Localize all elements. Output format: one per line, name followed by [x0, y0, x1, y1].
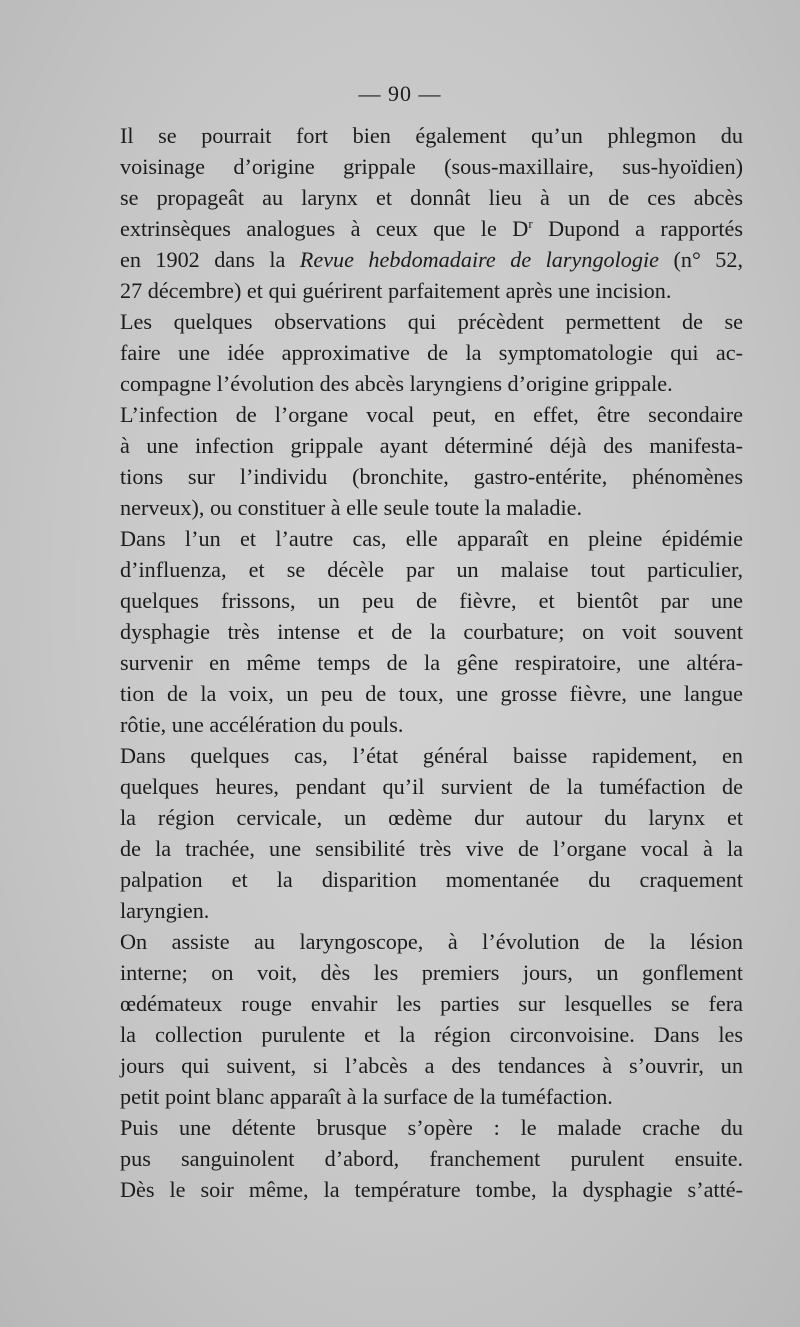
text-line: Dès le soir même, la température tombe, la dysphagie s’atté- — [120, 1177, 743, 1202]
text-line: Dans quelques cas, l’état général baisse rapidement, en — [120, 743, 743, 768]
text-line: œdémateux rouge envahir les parties sur lesquelles se fera — [120, 991, 743, 1016]
paragraph-4 — [93, 523, 743, 740]
text-line: L’infection de l’organe vocal peut, en effet, être secondaire — [120, 402, 743, 427]
text-line: dysphagie très intense et de la courbature; on voit souvent — [120, 619, 743, 644]
text-line: quelques heures, pendant qu’il survient de la tuméfaction de — [120, 774, 743, 799]
body-text — [93, 120, 743, 1205]
paragraph-1 — [93, 120, 743, 306]
text-line: Il se pourrait fort bien également qu’un phlegmon du — [120, 123, 743, 148]
text-line: survenir en même temps de la gêne respiratoire, une altéra- — [120, 650, 743, 675]
text-line — [93, 213, 743, 244]
page-number: — 90 — — [358, 81, 442, 106]
text-line: compagne l’évolution des abcès laryngiens d’origine grippale. — [120, 371, 673, 396]
text-line: laryngien. — [120, 898, 210, 923]
text-line: pus sanguinolent d’abord, franchement purulent ensuite. — [120, 1146, 743, 1171]
journal-title: Revue hebdomadaire de laryngologie — [299, 247, 660, 272]
paragraph-3 — [93, 399, 743, 523]
text-line: palpation et la disparition momentanée du craquement — [120, 867, 743, 892]
paragraph-6 — [93, 926, 743, 1112]
paragraph-7 — [93, 1112, 743, 1205]
text-line: voisinage d’origine grippale (sous-maxillaire, sus-hyoïdien) — [120, 154, 743, 179]
text-line: à une infection grippale ayant déterminé déjà des manifesta- — [120, 433, 743, 458]
text-line: petit point blanc apparaît à la surface de la tuméfaction. — [120, 1084, 613, 1109]
paragraph-5 — [93, 740, 743, 926]
text-line: rôtie, une accélération du pouls. — [120, 712, 404, 737]
text-line: Les quelques observations qui précèdent permettent de se — [120, 309, 743, 334]
text-line: tion de la voix, un peu de toux, une grosse fièvre, une langue — [120, 681, 743, 706]
text-line: la région cervicale, un œdème dur autour du larynx et — [120, 805, 743, 830]
text-line — [93, 244, 743, 275]
text-line: nerveux), ou constituer à elle seule toute la maladie. — [120, 495, 583, 520]
text-fragment: Dupond a rapportés — [532, 216, 743, 241]
paragraph-2 — [93, 306, 743, 399]
text-fragment: extrinsèques analogues à ceux que le D — [120, 216, 529, 241]
text-fragment: en 1902 dans la — [120, 247, 300, 272]
text-line: d’influenza, et se décèle par un malaise tout particulier, — [120, 557, 743, 582]
text-line: jours qui suivent, si l’abcès a des tendances à s’ouvrir, un — [120, 1053, 743, 1078]
text-line: faire une idée approximative de la symptomatologie qui ac- — [120, 340, 743, 365]
text-line: 27 décembre) et qui guérirent parfaitement après une incision. — [120, 278, 672, 303]
text-line: de la trachée, une sensibilité très vive de l’organe vocal à la — [120, 836, 743, 861]
text-line: la collection purulente et la région circonvoisine. Dans les — [120, 1022, 743, 1047]
text-line: tions sur l’individu (bronchite, gastro-entérite, phénomènes — [120, 464, 743, 489]
text-line: interne; on voit, dès les premiers jours, un gonflement — [120, 960, 743, 985]
superscript: r — [528, 216, 533, 231]
text-line: On assiste au laryngoscope, à l’évolution de la lésion — [120, 929, 743, 954]
text-line: Dans l’un et l’autre cas, elle apparaît en pleine épidémie — [120, 526, 743, 551]
text-line: quelques frissons, un peu de fièvre, et bientôt par une — [120, 588, 743, 613]
text-line: Puis une détente brusque s’opère : le malade crache du — [120, 1115, 743, 1140]
text-fragment: (n° 52, — [659, 247, 744, 272]
text-line: se propageât au larynx et donnât lieu à un de ces abcès — [120, 185, 743, 210]
